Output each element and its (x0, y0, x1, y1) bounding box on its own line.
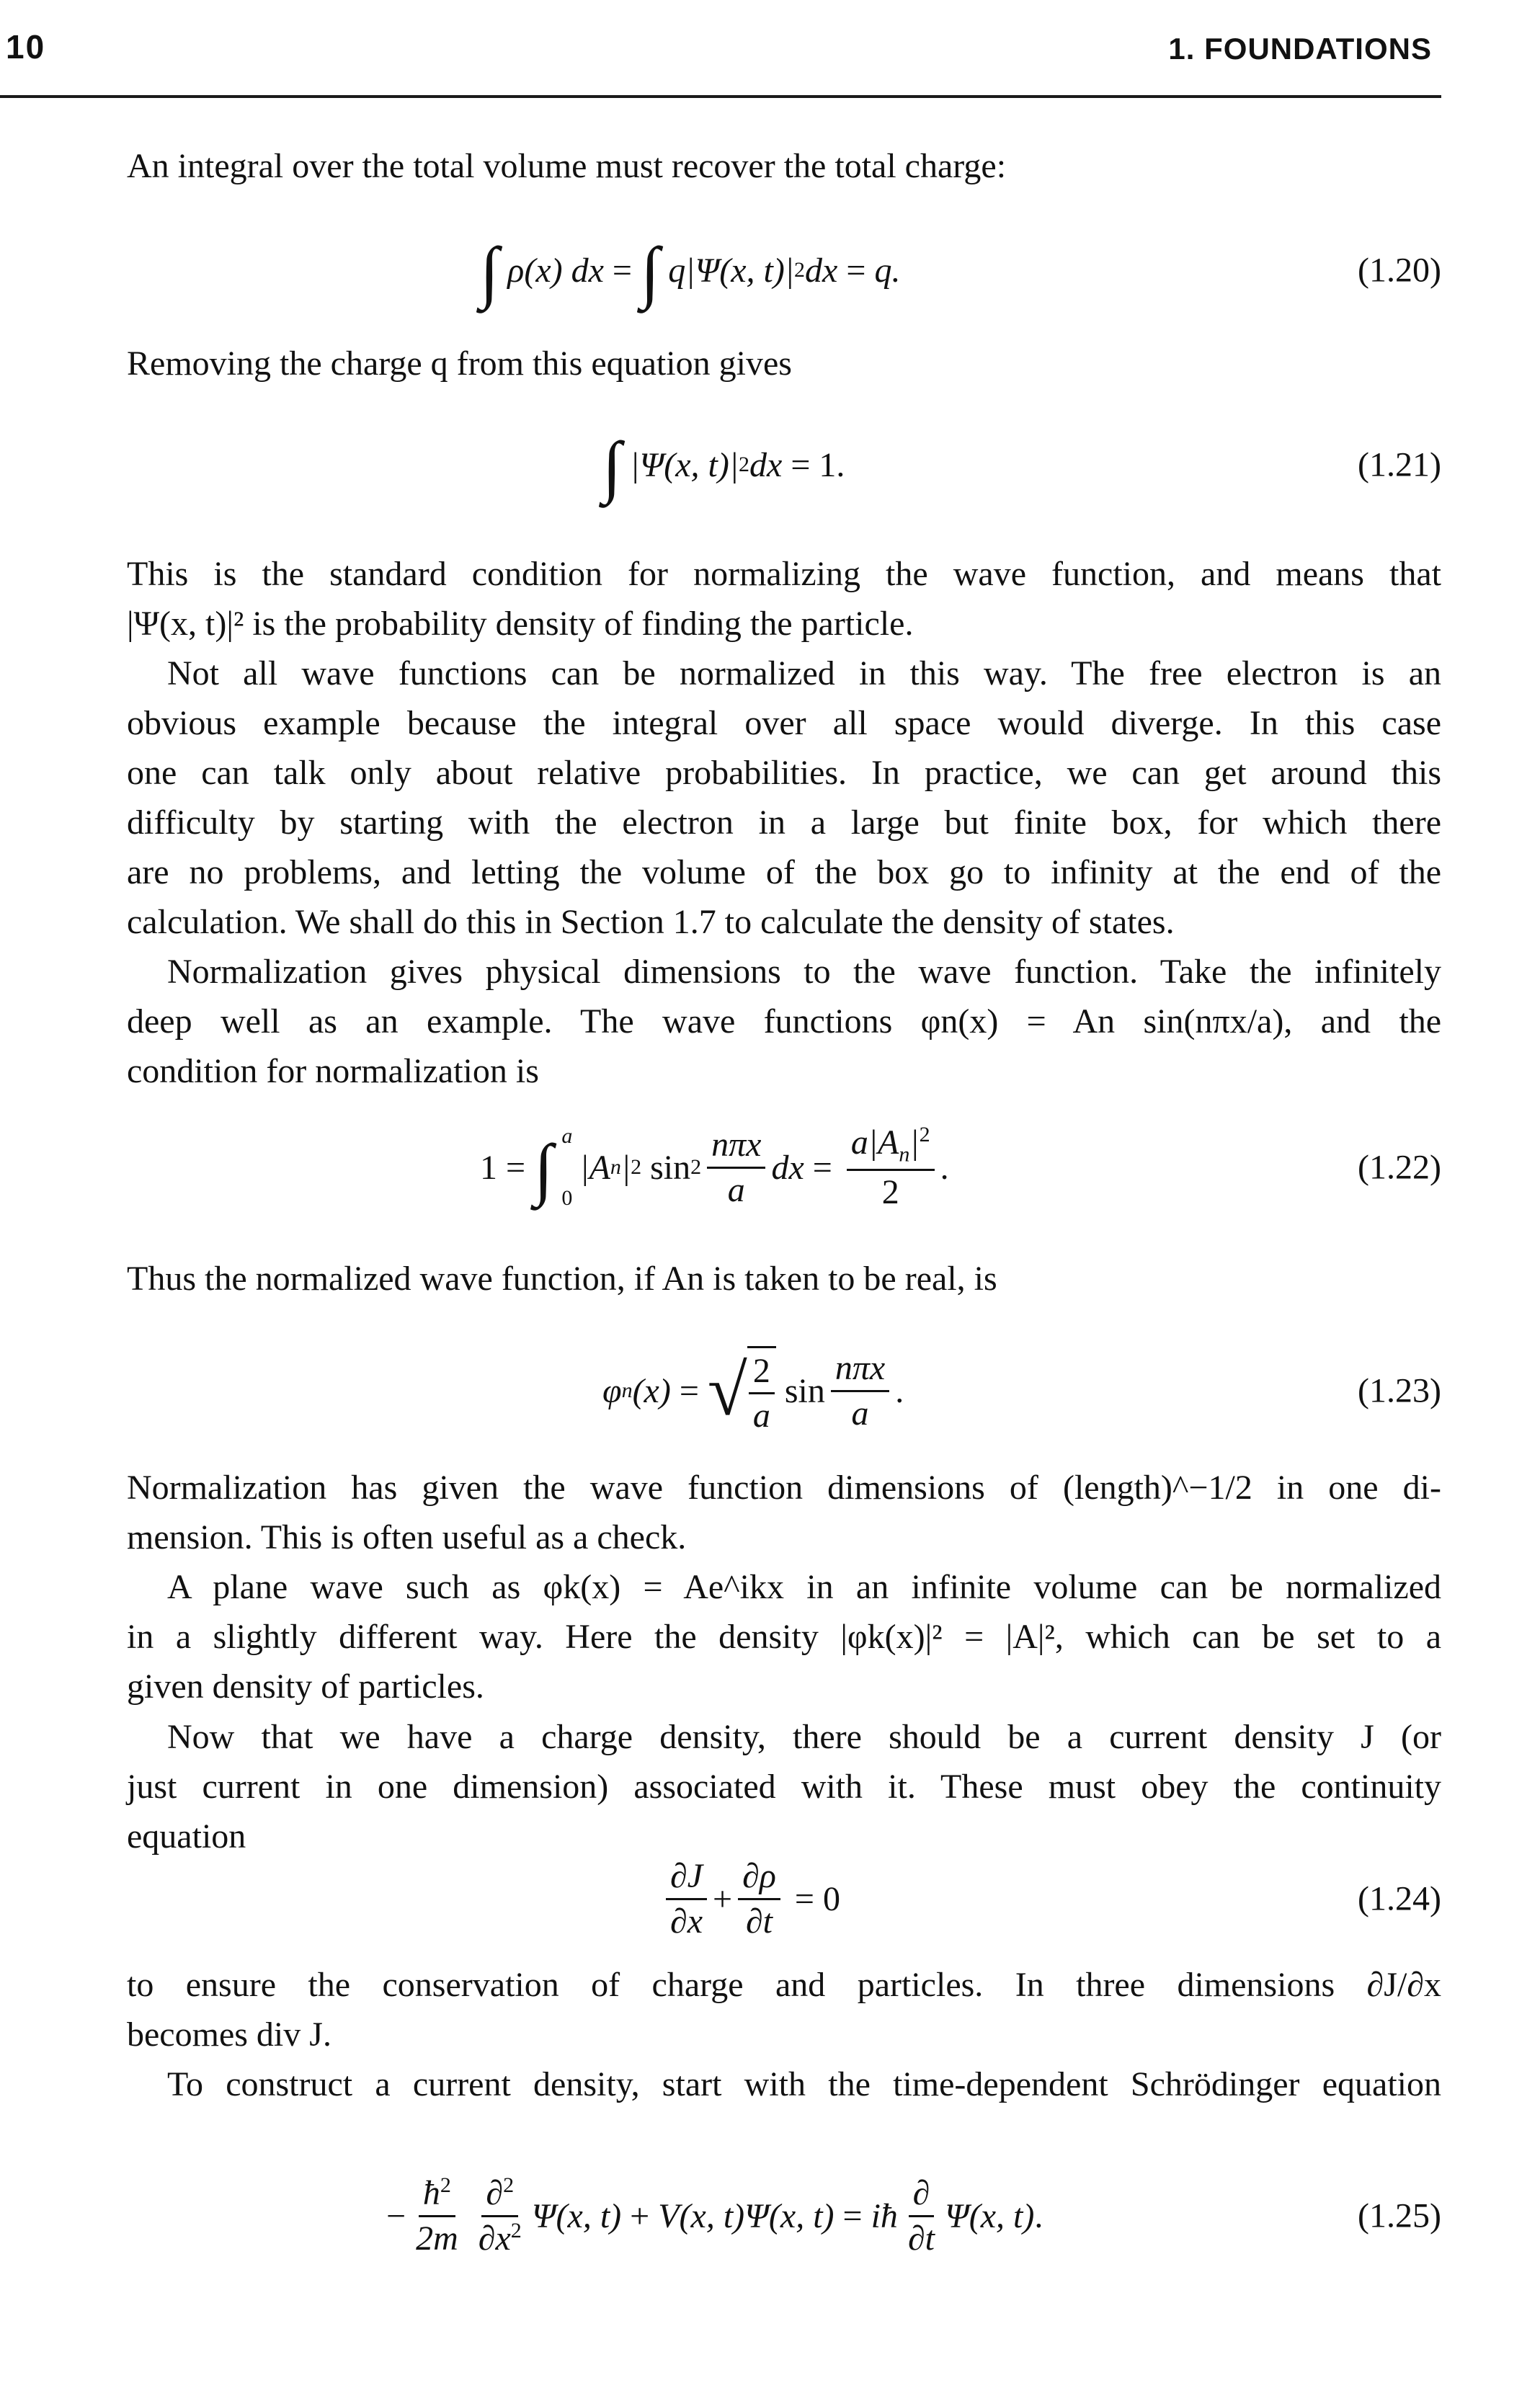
equation-1-25 (127, 2155, 1441, 2277)
text-line: mension. This is often useful as a check. (127, 1518, 687, 1556)
paragraph-1 (127, 141, 1441, 191)
equation-1-22 (127, 1110, 1441, 1225)
equation-number: (1.21) (1358, 445, 1441, 484)
paragraph-10 (127, 1960, 1441, 2059)
equation-body: φ n (x) = √ $\frac{2}{a}$ sin $\frac{\text{nπx}}{a}$ . (602, 1333, 904, 1448)
text-line: one can talk only about relative probabilities. In practice, we can get around this (127, 754, 1441, 792)
text-line: given density of particles. (127, 1667, 484, 1706)
equation-number: (1.20) (1358, 251, 1441, 290)
equation-body: ∫ |Ψ(x, t)| 2 dx = 1. (602, 427, 845, 504)
header-rule (0, 95, 1441, 98)
text-line: Thus the normalized wave function, if An is taken to be real, is (127, 1260, 997, 1298)
equation-1-23 (127, 1333, 1441, 1448)
text-line: in a slightly different way. Here the density |φk(x)|² = |A|², which can be set to a (127, 1618, 1441, 1656)
text-line: A plane wave such as φk(x) = Ae^ikx in an infinite volume can be normalized (167, 1568, 1441, 1606)
text-line: becomes div J. (127, 2015, 331, 2054)
paragraph-8 (127, 1562, 1441, 1711)
paragraph-3 (127, 549, 1441, 649)
equation-body: $\frac{\partial J}{\partial x}$ + $\frac{\partial\rho}{\partial t}$ = 0 (660, 1845, 840, 1953)
text-line: calculation. We shall do this in Section 1.7 to calculate the density of states. (127, 903, 1175, 941)
equation-number: (1.25) (1358, 2196, 1441, 2235)
text-line: Removing the charge q from this equation gives (127, 344, 792, 383)
text-line: Normalization has given the wave function dimensions of (length)^−1/2 in one di- (127, 1469, 1441, 1507)
text-line: are no problems, and letting the volume of the box go to infinity at the end of the (127, 853, 1441, 891)
text-line: obvious example because the integral over all space would diverge. In this case (127, 704, 1441, 742)
equation-number: (1.24) (1358, 1879, 1441, 1918)
text-line: This is the standard condition for normalizing the wave function, and means that (127, 555, 1441, 593)
paragraph-9 (127, 1712, 1441, 1861)
paragraph-11 (127, 2059, 1441, 2109)
paragraph-4 (127, 649, 1441, 947)
text-line: An integral over the total volume must recover the total charge: (127, 147, 1007, 185)
equation-number: (1.23) (1358, 1371, 1441, 1410)
text-line: Not all wave functions can be normalized in this way. The free electron is an (167, 654, 1441, 692)
paragraph-7 (127, 1463, 1441, 1562)
text-line: just current in one dimension) associated with it. These must obey the continuity (127, 1768, 1441, 1806)
paragraph-2 (127, 339, 1441, 388)
text-line: condition for normalization is (127, 1052, 539, 1090)
equation-number: (1.22) (1358, 1148, 1441, 1187)
equation-1-20 (127, 216, 1441, 324)
running-head: 1. FOUNDATIONS (1168, 32, 1432, 66)
text-line: Now that we have a charge density, there should be a current density J (or (167, 1718, 1441, 1756)
paragraph-5 (127, 947, 1441, 1096)
text-line: |Ψ(x, t)|² is the probability density of finding the particle. (127, 605, 914, 643)
equation-body: 1 = ∫ a 0 |A n | 2 sin 2 $\frac{\text{nπx}}{a}$ dx = $\frac{a|A_n|^2}{2}$ . (480, 1122, 949, 1211)
text-line: deep well as an example. The wave functions φn(x) = An sin(nπx/a), and the (127, 1002, 1441, 1041)
paragraph-6 (127, 1254, 1441, 1304)
equation-1-24 (127, 1845, 1441, 1953)
text-line: difficulty by starting with the electron in a large but finite box, for which there (127, 803, 1441, 842)
text-line: Normalization gives physical dimensions to the wave function. Take the infinitely (167, 953, 1441, 991)
page-number: 10 (6, 28, 46, 66)
text-line: to ensure the conservation of charge and particles. In three dimensions ∂J/∂x (127, 1966, 1441, 2004)
equation-body: − $\frac{ħ^2}{2m}$ $\frac{\partial^2}{\partial x^2}$ Ψ(x, t) + V(x, t)Ψ(x, t) = iħ $\frac{\partial}{\partial t}$ Ψ(x, t) . (386, 2173, 1043, 2258)
text-line: To construct a current density, start with the time-dependent Schrödinger equation (167, 2065, 1441, 2103)
equation-body: ∫ ρ(x) dx = ∫ q|Ψ(x, t)| 2 dx = q. (480, 233, 901, 310)
text-line: equation (127, 1817, 246, 1856)
equation-1-21 (127, 411, 1441, 519)
